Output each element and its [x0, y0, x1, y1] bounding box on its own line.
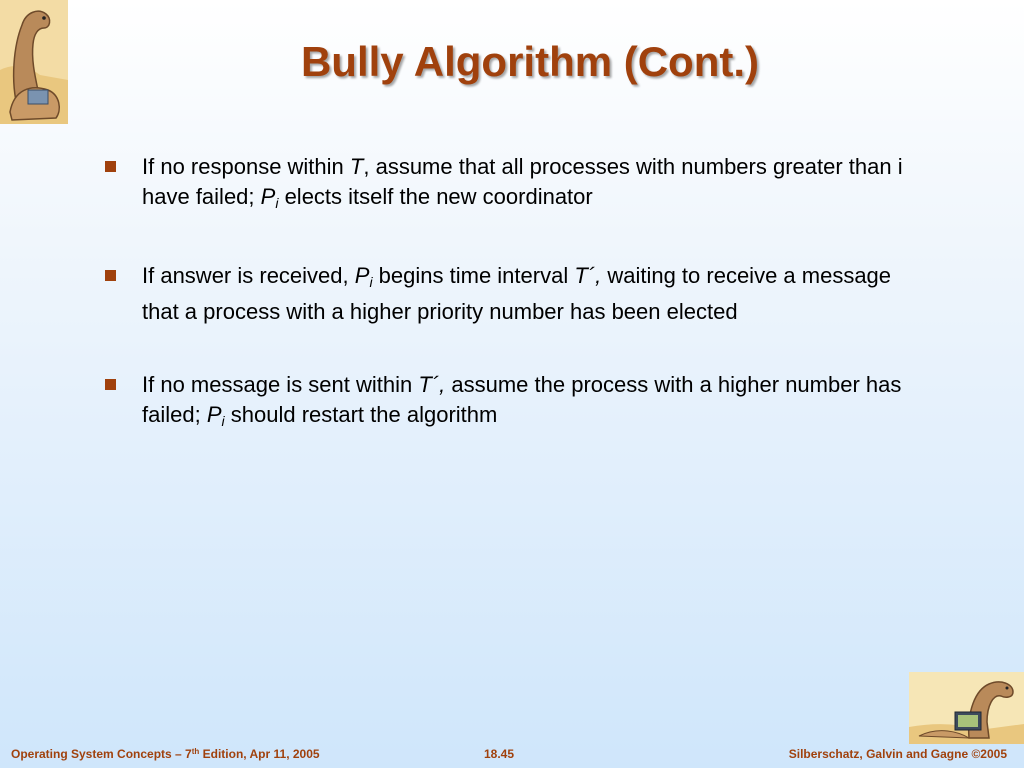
bullet-text: If answer is received, $P_i$ begins time interval T´, waiting to receive a message that a process with a higher priority number has been elected [142, 263, 892, 324]
bullet-text: If no response within T, assume that all processes with numbers greater than i have failed; $P_i$ elects itself the new coordinator [142, 154, 903, 211]
list-item [104, 261, 904, 327]
square-bullet-icon [105, 270, 116, 281]
square-bullet-icon [105, 161, 116, 172]
bullet-text: If no message is sent within T´, assume the process with a higher number has failed; $P_i$ should restart the algorithm [142, 372, 902, 429]
bullet-list [104, 152, 904, 479]
list-item [104, 152, 904, 218]
dinosaur-computer-illustration-icon [909, 672, 1024, 744]
page-title: Bully Algorithm (Cont.) [300, 38, 760, 85]
footer-authors: Silberschatz, Galvin and Gagne ©2005 [788, 747, 1007, 761]
square-bullet-icon [105, 379, 116, 390]
footer-page-number: 18.45 [484, 747, 515, 761]
list-item [104, 370, 904, 436]
footer-book-title: Operating System Concepts – 7th Edition, Apr 11, 2005 [11, 747, 320, 761]
